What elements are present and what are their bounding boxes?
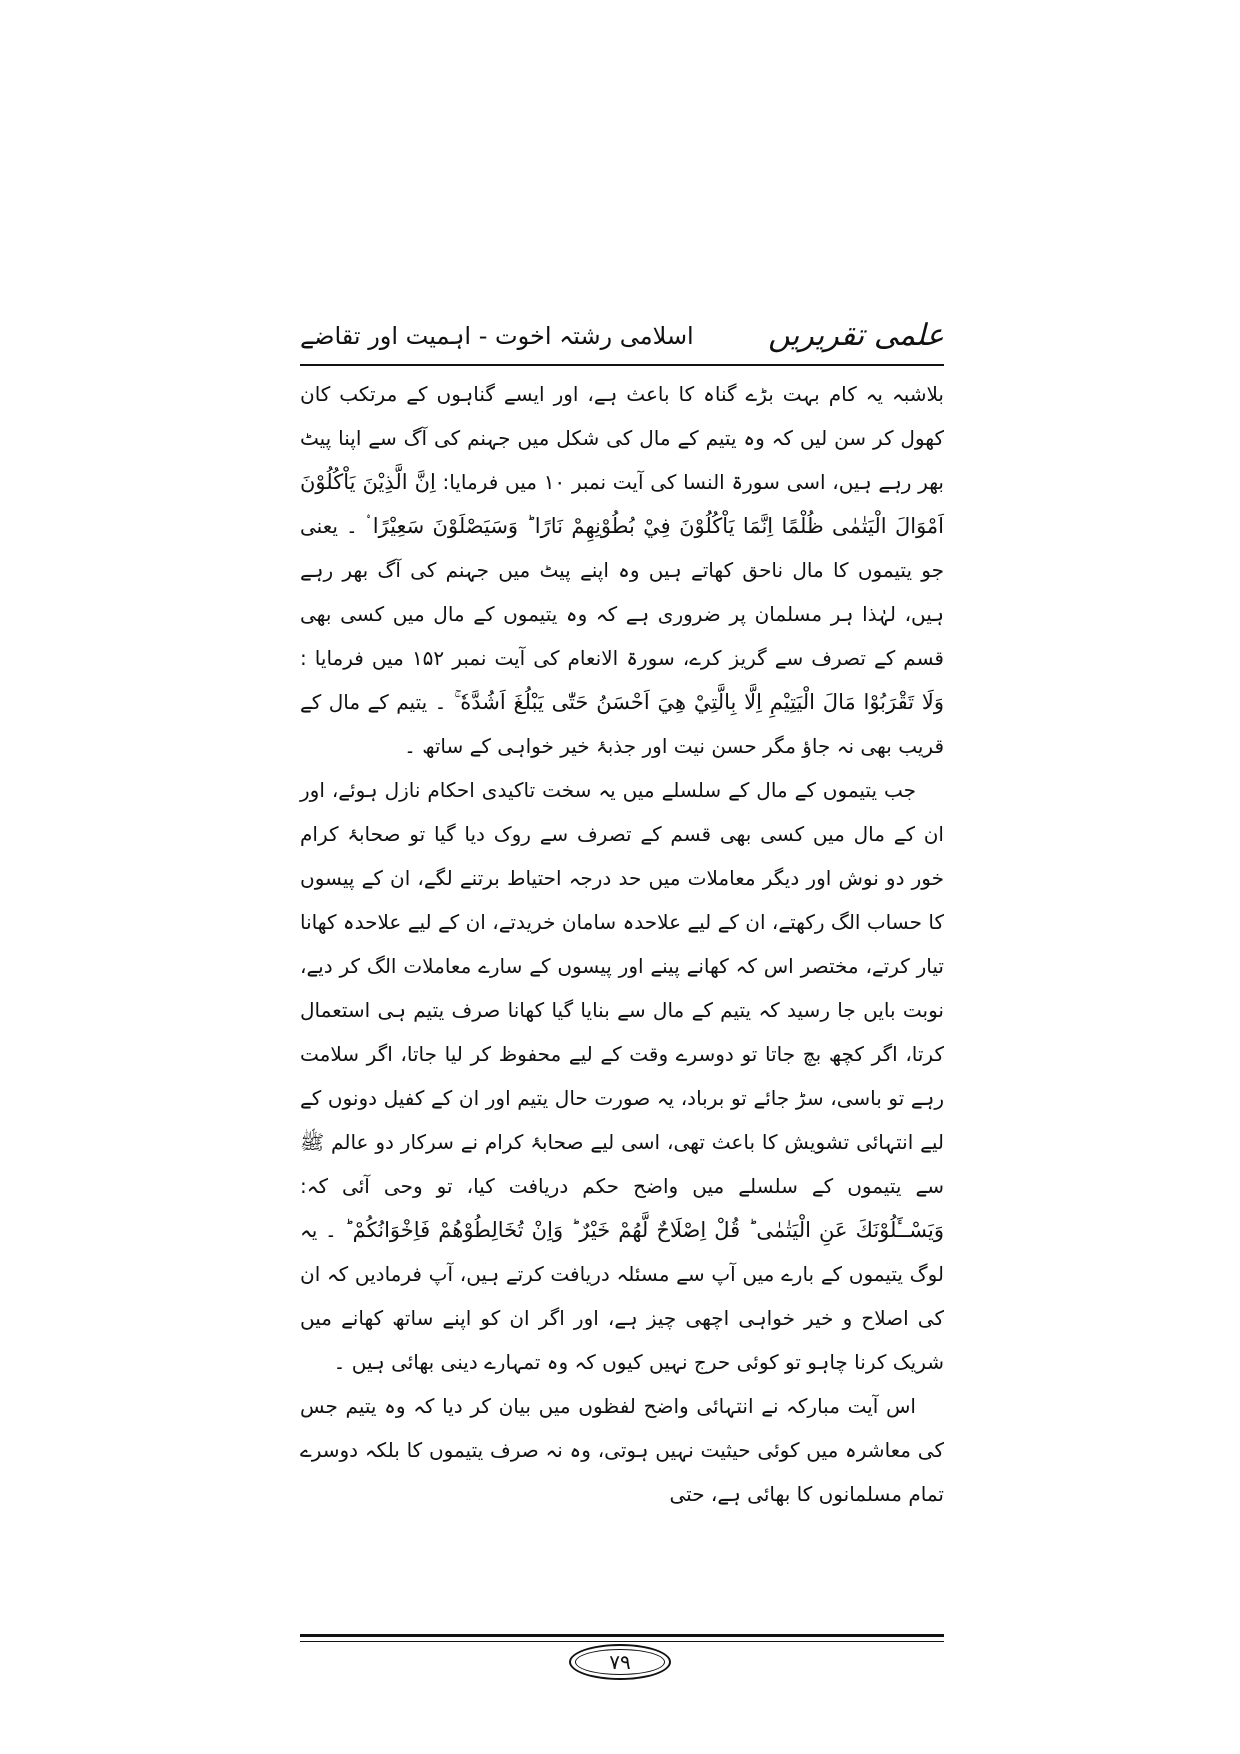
paragraph-3 [300, 1384, 944, 1516]
quran-verse-baqarah-220: وَيَسْــَٔلُوْنَكَ عَنِ الْيَتٰمٰى ؕ قُلْ اِصْلَاحٌ لَّهُمْ خَيْرٌ ؕ وَاِنْ تُخَالِطُوْهُمْ فَاِخْوَانُكُمْ ؕ [344, 1218, 945, 1242]
paragraph-1 [300, 372, 944, 768]
paragraph-3-text: اس آیت مبارکہ نے انتہائی واضح لفظوں میں بیان کر دیا کہ وہ یتیم جس کی معاشرہ میں کوئی حیثیت نہیں ہوتی، وہ نہ صرف یتیموں کا بلکہ دوسرے تمام مسلمانوں کا بھائی ہے، حتی [300, 1394, 944, 1506]
paragraph-2-text-a: جب یتیموں کے مال کے سلسلے میں یہ سخت تاکیدی احکام نازل ہوئے، اور ان کے مال میں کسی بھی قسم کے تصرف سے روک دیا گیا تو صحابۂ کرام خور دو نوش اور دیگر معاملات میں حد درجہ احتیاط برتنے لگے، ان کے پیسوں کا حساب الگ رکھتے، ان کے لیے علاحدہ سامان خریدتے، ان کے لیے علاحدہ کھانا تیار کرتے، مختصر اس کہ کھانے پینے اور پیسوں کے سارے معاملات الگ کر دیے، نوبت بایں جا رسید کہ یتیم کے مال سے بنایا گیا کھانا صرف یتیم ہی استعمال کرتا، اگر کچھ بچ جاتا تو دوسرے وقت کے لیے محفوظ کر لیا جاتا، اگر سلامت رہے تو باسی، سڑ جائے تو برباد، یہ صورت حال یتیم اور ان کے کفیل دونوں کے لیے انتہائی تشویش کا باعث تھی، اسی لیے صحابۂ کرام نے سرکار دو عالم ﷺ سے یتیموں کے سلسلے میں واضح حکم دریافت کیا، تو وحی آئی کہ: [300, 778, 944, 1198]
footer-divider-thick [300, 1634, 944, 1637]
chapter-title: اسلامی رشتہ اخوت - اہمیت اور تقاضے [300, 322, 694, 350]
running-header [300, 318, 944, 362]
book-title: علمی تقریریں [768, 318, 944, 353]
quran-verse-nisa-10: اِنَّ الَّذِيْنَ يَاْكُلُوْنَ اَمْوَالَ الْيَتٰمٰى ظُلْمًا اِنَّمَا يَاْكُلُوْنَ فِيْ بُطُوْنِهِمْ نَارًا ؕ وَسَيَصْلَوْنَ سَعِيْرًا ۟ [300, 470, 945, 538]
footer-divider-thin [300, 1641, 944, 1642]
paragraph-2-text-b: ۔ یہ لوگ یتیموں کے بارے میں آپ سے مسئلہ دریافت کرتے ہیں، آپ فرمادیں کہ ان کی اصلاح و خیر خواہی اچھی چیز ہے، اور اگر ان کو اپنے ساتھ کھانے میں شریک کرنا چاہو تو کوئی حرج نہیں کیوں کہ وہ تمہارے دینی بھائی ہیں ۔ [300, 1218, 944, 1374]
page-number: ۷۹ [609, 1650, 631, 1674]
paragraph-1-text-a: بلاشبہ یہ کام بہت بڑے گناہ کا باعث ہے، اور ایسے گناہوں کے مرتکب کان کھول کر سن لیں کہ وہ یتیم کے مال کی شکل میں جہنم کی آگ سے اپنا پیٹ بھر رہے ہیں، اسی سورۃ النسا کی آیت نمبر ۱۰ میں فرمایا: [300, 382, 944, 494]
paragraph-1-text-c: ۔ یتیم کے مال کے قریب بھی نہ جاؤ مگر حسن نیت اور جذبۂ خیر خواہی کے ساتھ ۔ [300, 690, 944, 758]
paragraph-2 [300, 768, 944, 1384]
page-number-ornament [569, 1644, 671, 1680]
quran-verse-anam-152: وَلَا تَقْرَبُوْا مَالَ الْيَتِيْمِ اِلَّا بِالَّتِيْ هِيَ اَحْسَنُ حَتّٰى يَبْلُغَ اَشُدَّهٗ ۚ [453, 690, 944, 714]
paragraph-1-text-b: ۔ یعنی جو یتیموں کا مال ناحق کھاتے ہیں وہ اپنے پیٹ میں جہنم کی آگ بھر رہے ہیں، لہٰذا ہر مسلمان پر ضروری ہے کہ وہ یتیموں کے مال میں کسی بھی قسم کے تصرف سے گریز کرے، سورۃ الانعام کی آیت نمبر ۱۵۲ میں فرمایا : [300, 514, 944, 670]
header-divider [300, 364, 944, 366]
body-text [300, 372, 944, 1516]
